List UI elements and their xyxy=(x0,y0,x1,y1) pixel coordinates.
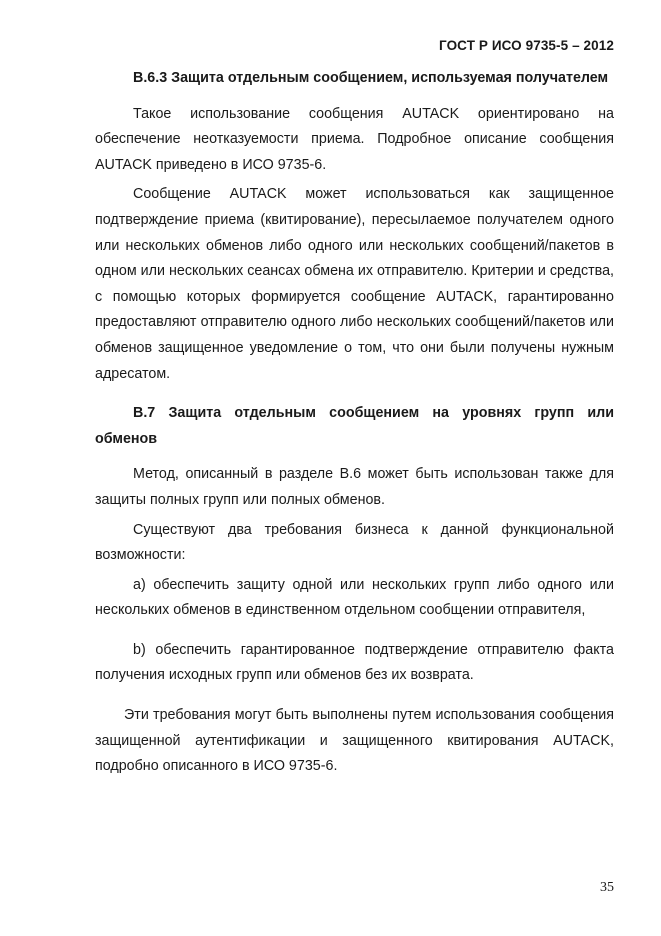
document-header: ГОСТ Р ИСО 9735-5 – 2012 xyxy=(439,38,614,53)
paragraph-b7-3: Эти требования могут быть выполнены путем использования сообщения защищенной аутентификации и защищенного квитирования AUTACK, подробно описанного в ИСО 9735-6. xyxy=(95,707,614,775)
page-number: 35 xyxy=(600,880,614,895)
page-body xyxy=(95,66,614,780)
paragraph-b63-1: Такое использование сообщения AUTACK ориентировано на обеспечение неотказуемости приема. Подробное описание сообщения AUTACK приведено в ИСО 9735-6. xyxy=(95,105,614,173)
paragraph-b7-1: Метод, описанный в разделе В.6 может быть использован также для защиты полных групп или полных обменов. xyxy=(95,466,614,508)
section-heading-b7: В.7 Защита отдельным сообщением на уровнях групп или обменов xyxy=(95,405,614,447)
paragraph-b7-2: Существуют два требования бизнеса к данной функциональной возможности: xyxy=(95,521,614,564)
section-heading-b63: В.6.3 Защита отдельным сообщением, используемая получателем xyxy=(133,70,609,86)
list-item-a: а) обеспечить защиту одной или нескольких групп либо одного или нескольких обменов в единственном отдельном сообщении отправителя, xyxy=(95,576,614,619)
list-item-b: b) обеспечить гарантированное подтверждение отправителю факта получения исходных групп или обменов без их возврата. xyxy=(95,641,614,684)
paragraph-b63-2: Сообщение AUTACK может использоваться как защищенное подтверждение приема (квитирование), пересылаемое получателем одного или нескольких обменов либо одного или нескольких сообщений/пакетов в одном или нескольких сеансах обмена их отправителю. Критерии и средства, с помощью которых формируется сообщение AUTACK, гарантированно предоставляют отправителю одного либо нескольких сообщений/пакетов или обменов защищенное уведомление о том, что они были получены нужным адресатом. xyxy=(95,186,614,382)
